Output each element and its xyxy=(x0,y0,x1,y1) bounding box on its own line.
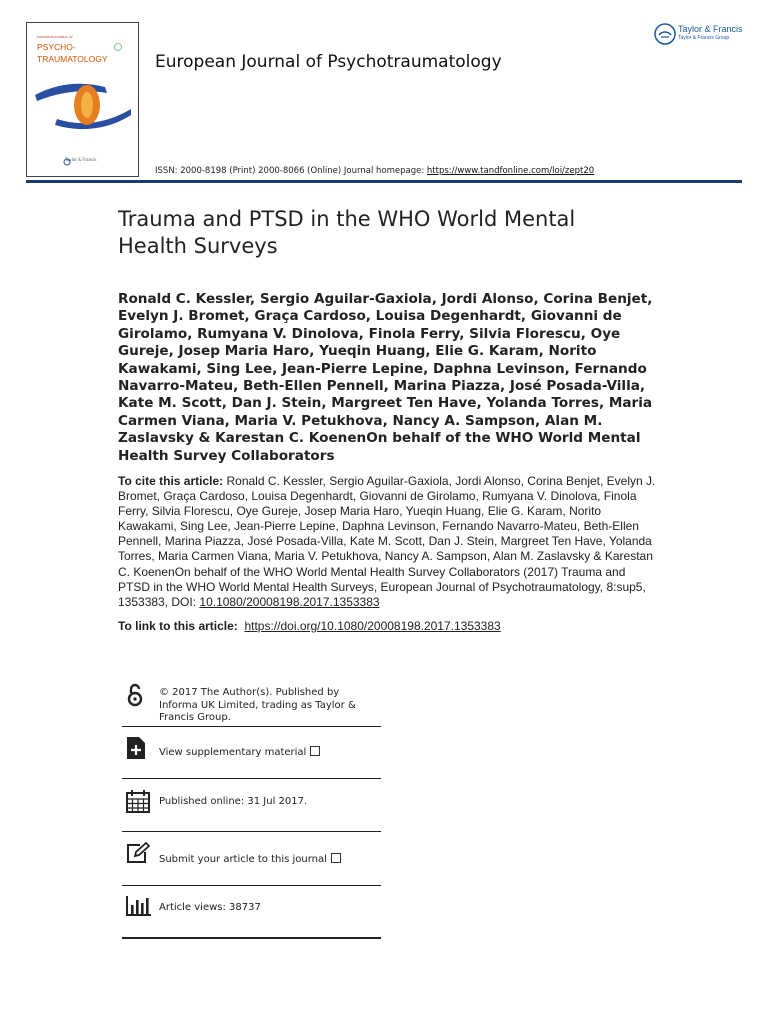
open-access-icon xyxy=(126,683,144,707)
article-title: Trauma and PTSD in the WHO World Mental Health Surveys xyxy=(118,207,576,258)
link-to-article xyxy=(118,619,501,633)
issn-text: ISSN: 2000-8198 (Print) 2000-8066 (Online) Journal homepage: xyxy=(155,166,427,176)
submit-link[interactable] xyxy=(159,852,341,867)
cover-publisher: Taylor & Francis xyxy=(65,157,97,162)
issn-line xyxy=(155,166,594,176)
doi-link[interactable]: 10.1080/20008198.2017.1353383 xyxy=(199,594,380,609)
citation-text: Ronald C. Kessler, Sergio Aguilar-Gaxiola, Jordi Alonso, Corina Benjet, Evelyn J. Bromet, Graça Cardoso, Louisa Degenhardt, Giovanni de Girolamo, Rumyana V. Dinolova, Finola Ferry, Silvia Florescu, Oye Gureje, Josep Maria Haro, Yueqin Huang, Elie G. Karam, Norito Kawakami, Sing Lee, Jean-Pierre Lepine, Daphna Levinson, Fernando Navarro-Mateu, Beth-Ellen Pennell, Marina Piazza, José Posada-Villa, Kate M. Scott, Dan J. Stein, Margreet Ten Have, Yolanda Torres, Maria Carmen Viana, Maria V. Petukhova, Nancy A. Sampson, Alan M. Zaslavsky & Karestan C. KoenenOn behalf of the WHO World Mental Health Survey Collaborators (2017) Trauma and PTSD in the WHO World Mental Health Surveys, European Journal of Psychotraumatology, 8:sup5, 1353383, DOI: xyxy=(118,474,656,609)
submit-label: Submit your article to this journal xyxy=(159,854,327,865)
license-row xyxy=(122,677,381,727)
supplementary-row[interactable] xyxy=(122,727,381,779)
document-plus-icon xyxy=(126,736,146,760)
edit-icon xyxy=(126,842,150,864)
article-views: Article views: 38737 xyxy=(159,902,261,913)
link-label: To link to this article: xyxy=(118,619,238,633)
journal-cover xyxy=(26,22,139,177)
cover-small-title: EUROPEAN JOURNAL OF xyxy=(37,35,74,39)
cover-title-line1: PSYCHO- xyxy=(37,42,76,52)
published-date: Published online: 31 Jul 2017. xyxy=(159,796,308,807)
published-row xyxy=(122,779,381,832)
journal-homepage-link[interactable]: https://www.tandfonline.com/loi/zept20 xyxy=(426,166,595,176)
author-list: Ronald C. Kessler, Sergio Aguilar-Gaxiola, Jordi Alonso, Corina Benjet, Evelyn J. Bromet, Graça Cardoso, Louisa Degenhardt, Giovanni de Girolamo, Rumyana V. Dinolova, Finola Ferry, Silvia Florescu, Oye Gureje, Josep Maria Haro, Yueqin Huang, Elie G. Karam, Norito Kawakami, Sing Lee, Jean-Pierre Lepine, Daphna Levinson, Fernando Navarro-Mateu, Beth-Ellen Pennell, Marina Piazza, José Posada-Villa, Kate M. Scott, Dan J. Stein, Margreet Ten Have, Yolanda Torres, Maria Carmen Viana, Maria V. Petukhova, Nancy A. Sampson, Alan M. Zaslavsky & Karestan C. KoenenOn behalf of the WHO World Mental Health Survey Collaborators xyxy=(118,291,653,464)
publisher-name: Taylor & Francis xyxy=(678,24,743,34)
publisher-group: Taylor & Francis Group xyxy=(678,35,730,41)
submit-row[interactable] xyxy=(122,832,381,886)
citation-label: To cite this article: xyxy=(118,474,224,488)
bar-chart-icon xyxy=(126,896,152,916)
article-info-box xyxy=(122,677,381,939)
cover-plus-icon xyxy=(114,43,122,51)
publisher-logo xyxy=(654,22,744,46)
supplementary-label: View supplementary material xyxy=(159,747,307,758)
external-link-icon xyxy=(310,746,320,756)
license-text: © 2017 The Author(s). Published by Informa UK Limited, trading as Taylor & Francis Group. xyxy=(159,687,356,723)
header-rule xyxy=(26,180,742,183)
citation-block xyxy=(118,474,658,610)
calendar-icon xyxy=(126,789,150,813)
cover-title-line2: TRAUMATOLOGY xyxy=(37,54,108,64)
external-link-icon xyxy=(331,853,341,863)
views-row xyxy=(122,886,381,939)
journal-title: European Journal of Psychotraumatology xyxy=(155,52,502,72)
supplementary-link[interactable] xyxy=(159,745,320,760)
publisher-logo-icon xyxy=(654,23,676,45)
article-doi-url[interactable]: https://doi.org/10.1080/20008198.2017.1353383 xyxy=(244,619,501,633)
